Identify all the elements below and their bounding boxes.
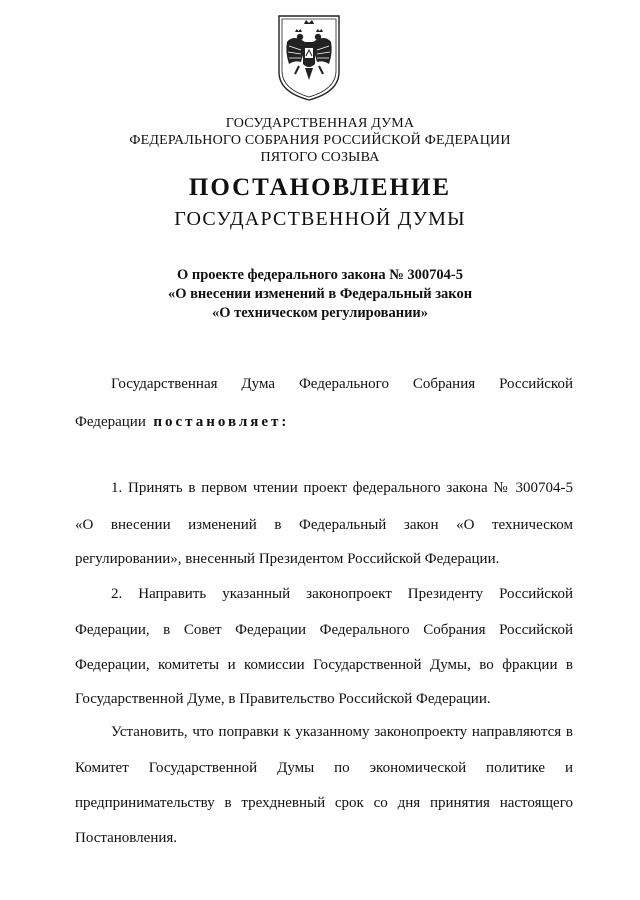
item3-line-4: Постановления. — [75, 830, 178, 846]
preamble-start: Федерации — [75, 414, 146, 430]
item1-line-1: 1. Принять в первом чтении проект федерального закона № 300704-5 — [111, 480, 573, 496]
preamble-line-2 — [75, 412, 573, 432]
item2-line-1: 2. Направить указанный законопроект Президенту Российской — [111, 586, 573, 602]
subject-line-3: «О техническом регулировании» — [211, 305, 429, 321]
document-subtitle: ГОСУДАРСТВЕННОЙ ДУМЫ — [174, 208, 466, 230]
document-title: ПОСТАНОВЛЕНИЕ — [188, 174, 452, 201]
item1-line-2: «О внесении изменений в Федеральный закон «О техническом — [75, 517, 573, 533]
item3-line-1: Установить, что поправки к указанному законопроекту направляются в — [111, 724, 573, 740]
header-line-2: ФЕДЕРАЛЬНОГО СОБРАНИЯ РОССИЙСКОЙ ФЕДЕРАЦИИ — [129, 133, 511, 148]
header-line-3: ПЯТОГО СОЗЫВА — [260, 150, 380, 165]
header-line-1: ГОСУДАРСТВЕННАЯ ДУМА — [225, 116, 415, 131]
item3-line-2: Комитет Государственной Думы по экономической политике и — [75, 760, 573, 776]
coat-of-arms-icon — [275, 12, 343, 104]
item3-line-3: предпринимательству в трехдневный срок со дня принятия настоящего — [75, 795, 573, 811]
subject-line-1: О проекте федерального закона № 300704-5 — [176, 267, 464, 283]
preamble-line-1: Государственная Дума Федерального Собрания Российской — [111, 376, 573, 392]
item1-line-3: регулировании», внесенный Президентом Российской Федерации. — [75, 551, 500, 567]
item2-line-4: Государственной Думе, в Правительство Российской Федерации. — [75, 691, 491, 707]
decree-word: постановляет: — [153, 414, 290, 430]
item2-line-2: Федерации, в Совет Федерации Федерального Собрания Российской — [75, 622, 573, 638]
item2-line-3: Федерации, комитеты и комиссии Государственной Думы, во фракции в — [75, 657, 573, 673]
subject-line-2: «О внесении изменений в Федеральный закон — [167, 286, 473, 302]
